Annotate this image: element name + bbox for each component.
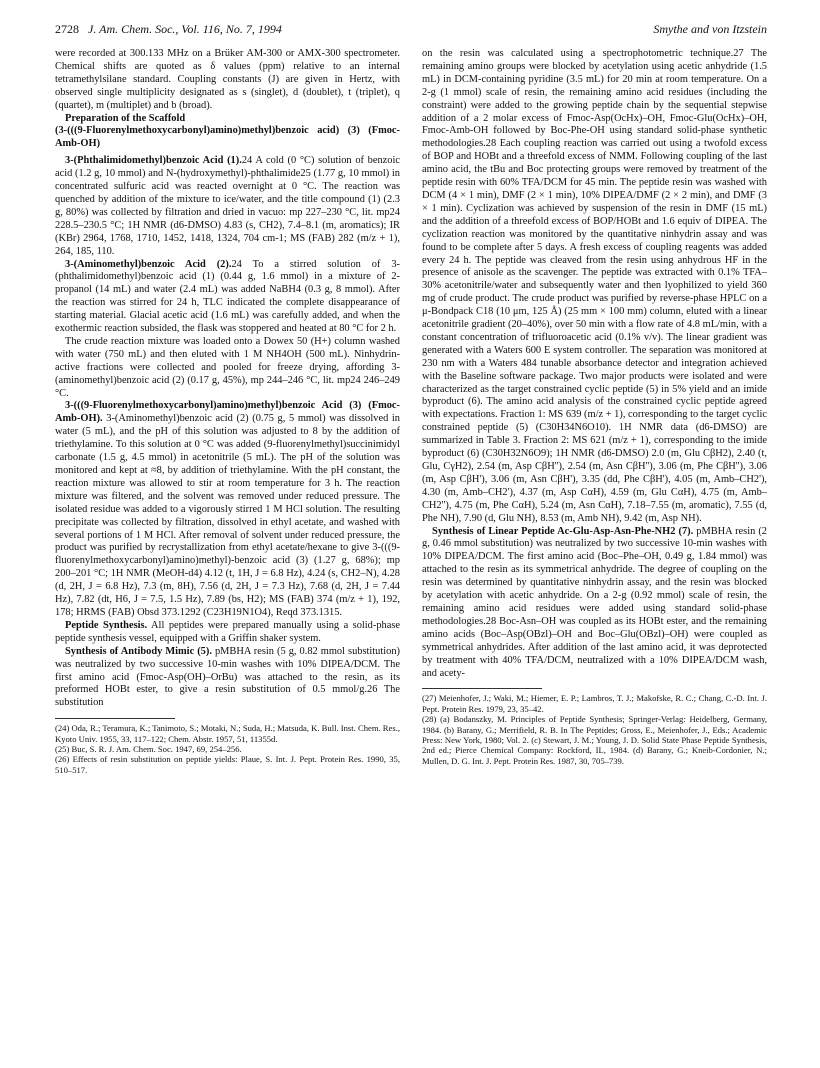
compound-3-text: 3-(Aminomethyl)benzoic acid (2) (0.75 g, 5 mmol) was dissolved in water (5 mL), and the pH of this solution was adjusted to 8 by the addition of triethylamine. To this solution at 0 °C was added (9-fluorenylmethyl)succinimidyl carbonate (1.5 g, 4.5 mmol) in acetonitrile (5 mL). The pH of the solution was monitored and kept at ≈8, by addition of triethylamine. With the pH constant, the reaction mixture was allowed to stir at room temperature for 3 h. The reaction mixture was filtered, and the solvent was removed under reduced pressure. The isolated residue was added to a vigorously stirred 1 M HCl solution. The resulting precipitate was collected by filtration, dissolved in ethyl acetate, and washed with several portions of 1 M HCl. After removal of solvent under reduced pressure, the product was purified by recrystallization from ethyl acetate/hexane to give 3-(((9-fluorenylmethoxycarbonyl)amino)methyl)-benzoic acid (3) (1.27 g, 68%); mp 200–201 °C; 1H NMR (MeOH-d4) 4.12 (t, 1H, J = 6.8 Hz), 4.24 (s, CH2–N), 4.28 (d, 2H, J = 6.8 Hz), 7.3 (m, 8H), 7.56 (d, 2H, J = 7.3 Hz), 7.68 (d, 2H, J = 7.44 Hz), 7.82 (dt, H6, J = 7.5, 1.5 Hz), 7.89 (bs, H2); MS (FAB) 374 (m/z + 1), 192, 178; HRMS (FAB) Obsd 373.1292 (C23H19N1O4), Reqd 373.1315. <box>55 413 400 618</box>
section-subheading-scaffold: (3-(((9-Fluorenylmethoxycarbonyl)amino)methyl)benzoic acid) (3) (Fmoc-Amb-OH) <box>55 125 400 150</box>
page-number: 2728 <box>55 22 79 36</box>
footnote-26: (26) Effects of resin substitution on peptide yields: Plaue, S. Int. J. Pept. Protein Res. 1990, 35, 510–517. <box>55 754 400 775</box>
nmr-methods-paragraph: were recorded at 300.133 MHz on a Brüker AM-300 or AMX-300 spectrometer. Chemical shifts are quoted as δ values (ppm) relative to an internal tetramethylsilane standard. Coupling constants (J) are given in Hertz, with observed single multiplicity designated as s (singlet), d (doublet), t (triplet), q (quartet), m (multiplet) and b (broad). <box>55 48 400 111</box>
footnote-divider-right <box>422 688 542 689</box>
antibody-mimic-heading: Synthesis of Antibody Mimic (5). <box>65 645 212 657</box>
paragraph-dowex: The crude reaction mixture was loaded onto a Dowex 50 (H+) column washed with water (750 mL) and then eluted with 1 M NH4OH (500 mL). Ninhydrin-active fractions were collected and pooled for freeze drying, affording 3-(aminomethyl)benzoic acid (2) (0.17 g, 45%), mp 244–246 °C, lit. mp24 246–249 °C. <box>55 335 400 399</box>
compound-1-heading: 3-(Phthalimidomethyl)benzoic Acid (1). <box>65 155 242 167</box>
footnote-28: (28) (a) Bodanszky, M. Principles of Peptide Synthesis; Springer-Verlag: Heidelberg, Germany, 1984. (b) Barany, G.; Merrifield, R. B. In The Peptides; Gross, E., Meienhofer, J., Eds.; Academic Press: New York, 1980; Vol. 2. (c) Stewart, J. M.; Young, J. D. Solid State Phase Peptide Synthesis, 2nd ed.; Pierce Chemical Company: Rockford, IL, 1984. (d) Barany, G.; Kneib-Cordonier, N.; Mullen, D. G. Int. J. Pept. Protein Res. 1987, 30, 705–739. <box>422 714 767 766</box>
header-authors: Smythe and von Itzstein <box>653 22 767 36</box>
paragraph-antibody-mimic <box>55 646 400 711</box>
paragraph-compound-1 <box>55 155 400 258</box>
footnote-divider <box>55 718 175 719</box>
left-column <box>55 48 400 775</box>
journal-citation: J. Am. Chem. Soc., Vol. 116, No. 7, 1994 <box>88 22 282 36</box>
paragraph-compound-2 <box>55 259 400 336</box>
footnote-24: (24) Oda, R.; Teramura, K.; Tanimoto, S.; Motaki, N.; Suda, H.; Matsuda, K. Bull. Inst. Chem. Res., Kyoto Univ. 1955, 33, 117–122; Chem. Abstr. 1957, 51, 11355d. <box>55 723 400 744</box>
linear-peptide-heading: Synthesis of Linear Peptide Ac-Glu-Asp-Asn-Phe-NH2 (7). <box>432 525 694 537</box>
paragraph-resin-continued: on the resin was calculated using a spectrophotometric technique.27 The remaining amino groups were blocked by acetylation using acetic anhydride (1.5 mL) in DCM-containing pyridine (3.5 mL) for 20 min at room temperature. On a 2-g (1 mmol) scale of resin, the remaining amino acid residues (including the constraint) were added to the growing peptide chain by the sequential stepwise addition of a 2 molar excess of Fmoc-Asp(OcHx)–OH, Fmoc-Glu(OcHx)–OH, Fmoc-Amb-OH followed by Boc-Phe-OH using standard solid-phase synthetic methodologies.28 Each coupling reaction was carried out using a twofold excess of BOP and HOBt and a threefold excess of NMM. Following coupling of the last amino acid, the tBu and Boc protecting groups were removed by treatment of the peptide resin with 60% TFA/DCM for 45 min. The peptide resin was washed with DCM (4 × 1 min), DMF (2 × 1 min), 10% DIPEA/DMF (2 × 2 min), and DMF (3 × 1 min). Cyclization was achieved by suspension of the resin in DMF (15 mL) and the addition of a threefold excess of BOP/HOBt and 1.6 equiv of DIPEA. The cyclization reaction was monitored by the quantitative ninhydrin assay and was found to be complete after 5 days. A fresh excess of coupling reagents was added every 24 h. The peptide was cleaved from the resin using anhydrous HF in the presence of anisole as the scavenger. The peptide was extracted with 0.1% TFA–30% acetonitrile/water and subsequently water and then lyophilized to yield 360 mg of crude product. The crude product was purified by reverse-phase HPLC on a μ-Bondpack C18 (10 μm, 125 Å) (25 mm × 100 mm) column, eluted with a linear acetonitrile gradient (20–40%), over 50 min with a flow rate of 4.8 mL/min, with a constant concentration of trifluoroacetic acid (0.1% v/v). The linear gradient was generated with a Waters 600 E system controller. The separation was monitored at 230 nm with a Waters 484 tunable absorbance detector and integration achieved with the Baseline software package. Two major products were isolated and were characterized as the target constrained cyclic peptide (5) in 5% yield and an imide byproduct (6). The amino acid analysis of the constrained cyclic peptide agreed with expectations. Fraction 1: MS 639 (m/z + 1), corresponding to the target cyclic constrained peptide (5) (C30H34N6O10). 1H NMR data (d6-DMSO) are summarized in Table 3. Fraction 2: MS 621 (m/z + 1), corresponding to the imide byproduct (6) (C30H32N6O9); 1H NMR (d6-DMSO) 2.0 (m, Glu CβH2), 2.40 (t, Glu, CγH2), 2.54 (m, Asp CβH''), 2.54 (m, Asn CβH''), 3.06 (m, Phe CβH''), 3.06 (m, Asp CβH'), 3.06 (m, Asn CβH'), 3.35 (dd, Phe CβH'), 4.05 (m, Amb–CH2'), 4.30 (m, Amb–CH2'), 4.37 (m, Asp CαH), 4.59 (m, Glu CαH), 4.75 (m, Amb–CH2''), 4.75 (m, Phe CαH), 5.24 (m, Asn CαH), 7.18–7.55 (m, aromatic), 7.55 (d, Phe NH), 7.90 (d, Glu NH), 8.53 (m, Amb NH), 9.42 (m, Asp NH). <box>422 48 767 524</box>
compound-2-text: 24 To a stirred solution of 3-(phthalimidomethyl)benzoic acid (1) (0.44 g, 1.6 mmol) in a mixture of 2-propanol (14 mL) and water (2.4 mL) was added NaBH4 (0.3 g, 8 mmol). After the reaction was stirred for 24 h, TLC indicated the complete disappearance of starting material. Glacial acetic acid (1.6 mL) was carefully added, and when the exothermic reaction subsided, the flask was stoppered and heated at 80 °C for 2 h. <box>55 258 401 335</box>
compound-2-heading: 3-(Aminomethyl)benzoic Acid (2). <box>65 258 232 270</box>
peptide-synthesis-heading: Peptide Synthesis. <box>65 619 148 631</box>
paragraph-linear-peptide <box>422 526 767 681</box>
header-left <box>55 22 282 37</box>
compound-1-text: 24 A cold (0 °C) solution of benzoic acid (1.2 g, 10 mmol) and N-(hydroxymethyl)-phthalimide25 (1.77 g, 10 mmol) in concentrated sulfuric acid was reacted overnight at 0 °C. The reaction was quenched by addition of the mixture to ice/water, and the title compound (1) (2.3 g, 80%) was collected by filtration and dried in vacuo: mp 227–230 °C, lit. mp24 228.5–230.5 °C; 1H NMR (d6-DMSO) 4.83 (s, CH2), 7.4–8.1 (m, aromatics); IR (KBr) 2964, 1768, 1710, 1452, 1418, 1324, 704 cm-1; MS (FAB) 282 (m/z + 1), 264, 185, 110. <box>55 155 400 257</box>
compound-3-heading: 3-(((9-Fluorenylmethoxycarbonyl)amino)methyl)benzoic Acid (3) (Fmoc-Amb-OH). <box>55 400 400 425</box>
paragraph-peptide-synthesis <box>55 620 400 646</box>
peptide-synthesis-text: All peptides were prepared manually using a solid-phase peptide synthesis vessel, equipped with a Griffin shaker system. <box>55 619 400 644</box>
running-header <box>55 22 767 38</box>
footnote-27: (27) Meienhofer, J.; Waki, M.; Hiemer, E. P.; Lambros, T. J.; Makofske, R. C.; Chang, C.-D. Int. J. Pept. Protein Res. 1979, 23, 35–42. <box>422 693 767 714</box>
paragraph-compound-3 <box>55 400 400 619</box>
right-column <box>422 48 767 766</box>
section-heading-scaffold: Preparation of the Scaffold <box>65 112 186 124</box>
linear-peptide-text: pMBHA resin (2 g, 0.46 mmol substitution) was neutralized by two successive 10-min washes with 10% DIPEA/DCM. The first amino acid (Boc–Phe–OH, 0.49 g, 1.84 mmol) was attached to the resin as its symmetrical anhydride. The degree of coupling on the resin was determined by quantitative ninhydrin assay, and the resin was blocked by acetylation with acetic anhydride. On a 2-g (0.92 mmol) scale of resin, the remaining amino acid residues were added using standard solid-phase methodologies.28 Boc-Asn–OH was coupled as its HOBt ester, and the remaining amino acids (Boc–Asp(OBzl)–OH and Boc–Glu(OBzl)–OH) were coupled as symmetrical anhydrides. After addition of the last amino acid, it was deprotected by treatment with 40% TFA/DCM, neutralized with a 10% DIPEA/DCM wash, and acety- <box>422 525 767 679</box>
footnote-25: (25) Buc, S. R. J. Am. Chem. Soc. 1947, 69, 254–256. <box>55 744 242 755</box>
antibody-mimic-text: pMBHA resin (5 g, 0.82 mmol substitution) was neutralized by two successive 10-min washes with 10% DIPEA/DCM. The first amino acid (Fmoc-Asp(OH)–OrBu) was attached to the resin, as its preformed HOBt ester, to give a resin substitution of 0.5 mmol/g.26 The substitution <box>55 645 400 709</box>
